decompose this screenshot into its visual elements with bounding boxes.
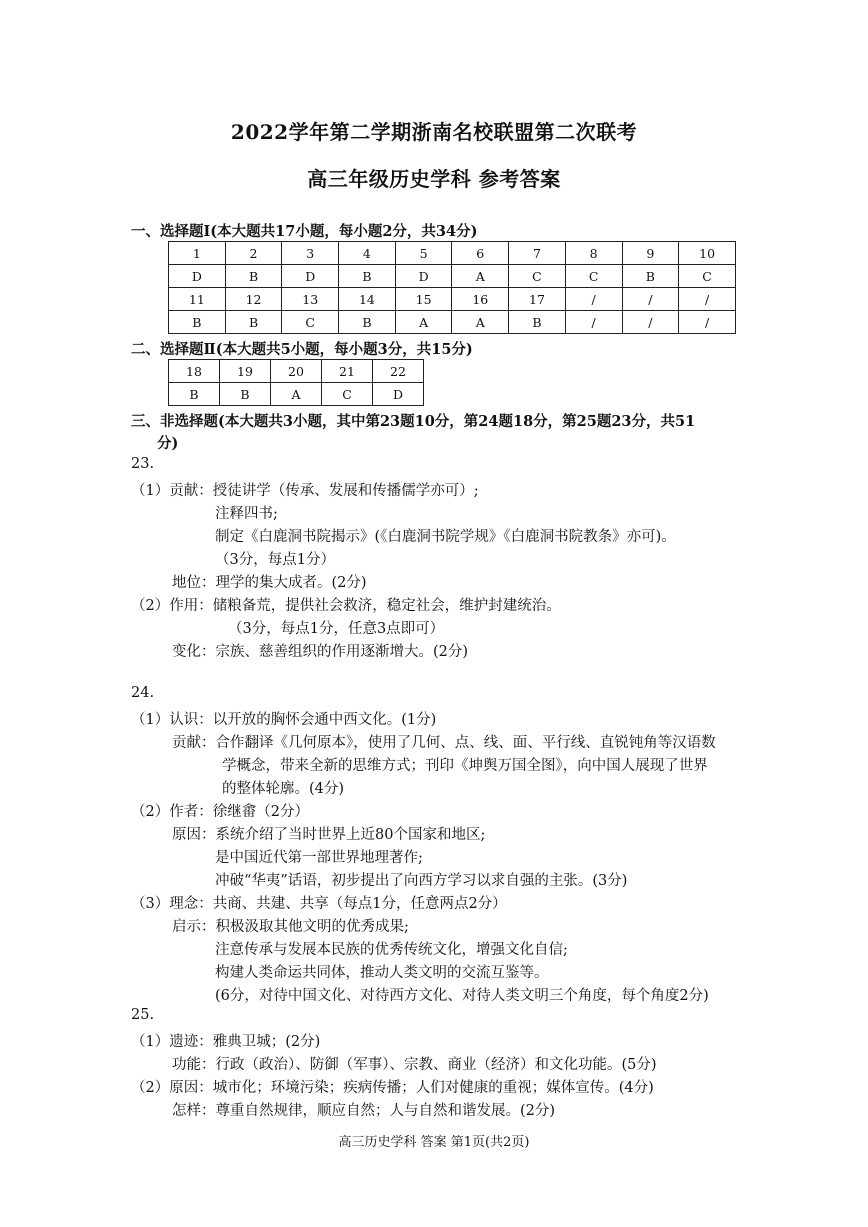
- section1-cell: 13: [282, 288, 339, 311]
- q24-line: 学概念，带来全新的思维方式；刊印《坤舆万国全图》，向中国人展现了世界: [222, 758, 708, 774]
- q23-line: （1）贡献：授徒讲学（传承、发展和传播儒学亦可）;: [131, 483, 479, 499]
- section1-row: [169, 288, 736, 311]
- q23-line: （2）作用：储粮备荒，提供社会救济，稳定社会，维护封建统治。: [131, 598, 561, 614]
- section2-cell: 19: [220, 360, 271, 383]
- section1-cell: 3: [282, 242, 339, 265]
- section3-heading-line2: 分): [157, 435, 179, 452]
- section2-cell: D: [373, 383, 424, 406]
- section1-cell: /: [679, 288, 736, 311]
- section1-cell: /: [679, 311, 736, 334]
- section1-cell: 5: [395, 242, 452, 265]
- section1-cell: B: [225, 311, 282, 334]
- q24-line: （1）认识：以开放的胸怀会通中西文化。(1分): [131, 712, 437, 728]
- section1-cell: /: [622, 311, 679, 334]
- q23-line: （3分，每点1分，任意3点即可）: [228, 621, 445, 637]
- section1-cell: 4: [339, 242, 396, 265]
- q24-line: 启示：积极汲取其他文明的优秀成果;: [172, 919, 409, 935]
- section2-cell: 21: [322, 360, 373, 383]
- section2-cell: B: [220, 383, 271, 406]
- section1-cell: 11: [169, 288, 226, 311]
- section1-cell: B: [622, 265, 679, 288]
- q23-number: 23.: [131, 456, 155, 472]
- exam-subtitle: 高三年级历史学科 参考答案: [307, 167, 561, 191]
- q24-line: 贡献：合作翻译《几何原本》，使用了几何、点、线、面、平行线、直锐钝角等汉语数: [172, 735, 716, 751]
- section2-cell: 18: [169, 360, 220, 383]
- section1-cell: D: [282, 265, 339, 288]
- q23-line: （3分，每点1分）: [215, 552, 335, 568]
- section1-cell: B: [225, 265, 282, 288]
- q23-line: 地位：理学的集大成者。(2分): [172, 575, 367, 591]
- section1-cell: 17: [509, 288, 566, 311]
- section1-cell: 16: [452, 288, 509, 311]
- q23-line: 变化：宗族、慈善组织的作用逐渐增大。(2分): [172, 644, 469, 660]
- q25-number: 25.: [131, 1007, 155, 1023]
- section2-cell: 22: [373, 360, 424, 383]
- section2-answer-table: [168, 359, 424, 406]
- section1-cell: C: [282, 311, 339, 334]
- section1-cell: /: [565, 288, 622, 311]
- section1-cell: C: [509, 265, 566, 288]
- section1-cell: B: [339, 311, 396, 334]
- section1-row: [169, 242, 736, 265]
- q24-line: 是中国近代第一部世界地理著作;: [215, 850, 423, 866]
- section1-cell: D: [169, 265, 226, 288]
- section1-cell: 2: [225, 242, 282, 265]
- q24-line: 构建人类命运共同体，推动人类文明的交流互鉴等。: [215, 965, 549, 981]
- section1-cell: C: [679, 265, 736, 288]
- section1-cell: B: [509, 311, 566, 334]
- section1-cell: 12: [225, 288, 282, 311]
- q24-line: (6分，对待中国文化、对待西方文化、对待人类文明三个角度，每个角度2分): [215, 988, 709, 1004]
- section2-row: [169, 383, 424, 406]
- section1-row: [169, 265, 736, 288]
- page-footer: 高三历史学科 答案 第1页(共2页): [338, 1135, 530, 1150]
- q23-line: 注释四书;: [215, 506, 278, 522]
- section1-heading: 一、选择题Ⅰ(本大题共17小题，每小题2分，共34分): [131, 223, 478, 240]
- q24-line: （2）作者：徐继畬（2分）: [131, 804, 309, 820]
- section1-cell: A: [452, 265, 509, 288]
- section1-cell: /: [565, 311, 622, 334]
- q24-line: 的整体轮廓。(4分): [222, 781, 345, 797]
- q25-line: （1）遗迹：雅典卫城；(2分): [131, 1034, 321, 1050]
- q24-line: 注意传承与发展本民族的优秀传统文化，增强文化自信;: [215, 942, 568, 958]
- section1-cell: 10: [679, 242, 736, 265]
- section1-cell: /: [622, 288, 679, 311]
- exam-title: 2022学年第二学期浙南名校联盟第二次联考: [230, 120, 638, 144]
- section1-cell: 9: [622, 242, 679, 265]
- section2-cell: A: [271, 383, 322, 406]
- q24-line: 冲破“华夷”话语，初步提出了向西方学习以求自强的主张。(3分): [215, 873, 628, 889]
- section1-cell: A: [395, 311, 452, 334]
- section1-cell: 8: [565, 242, 622, 265]
- section1-cell: 7: [509, 242, 566, 265]
- section2-heading: 二、选择题Ⅱ(本大题共5小题，每小题3分，共15分): [131, 341, 473, 358]
- section1-cell: B: [169, 311, 226, 334]
- section1-answer-table: [168, 241, 736, 334]
- q25-line: （2）原因：城市化；环境污染；疾病传播；人们对健康的重视；媒体宣传。(4分): [131, 1080, 654, 1096]
- section2-cell: C: [322, 383, 373, 406]
- section1-cell: D: [395, 265, 452, 288]
- section1-cell: B: [339, 265, 396, 288]
- q24-line: （3）理念：共商、共建、共享（每点1分，任意两点2分）: [131, 896, 507, 912]
- section1-cell: 6: [452, 242, 509, 265]
- section3-heading-line1: 三、非选择题(本大题共3小题，其中第23题10分，第24题18分，第25题23分，共51: [131, 413, 696, 430]
- q25-line: 怎样：尊重自然规律，顺应自然；人与自然和谐发展。(2分): [172, 1103, 556, 1119]
- q25-line: 功能：行政（政治）、防御（军事）、宗教、商业（经济）和文化功能。(5分): [172, 1057, 657, 1073]
- section2-cell: 20: [271, 360, 322, 383]
- q23-line: 制定《白鹿洞书院揭示》(《白鹿洞书院学规》《白鹿洞书院教条》亦可)。: [215, 529, 676, 545]
- q24-line: 原因：系统介绍了当时世界上近80个国家和地区;: [172, 827, 486, 843]
- q24-number: 24.: [131, 685, 155, 701]
- section1-cell: C: [565, 265, 622, 288]
- section1-cell: 1: [169, 242, 226, 265]
- section1-cell: 15: [395, 288, 452, 311]
- section1-cell: A: [452, 311, 509, 334]
- section1-cell: 14: [339, 288, 396, 311]
- section2-cell: B: [169, 383, 220, 406]
- section1-row: [169, 311, 736, 334]
- section2-row: [169, 360, 424, 383]
